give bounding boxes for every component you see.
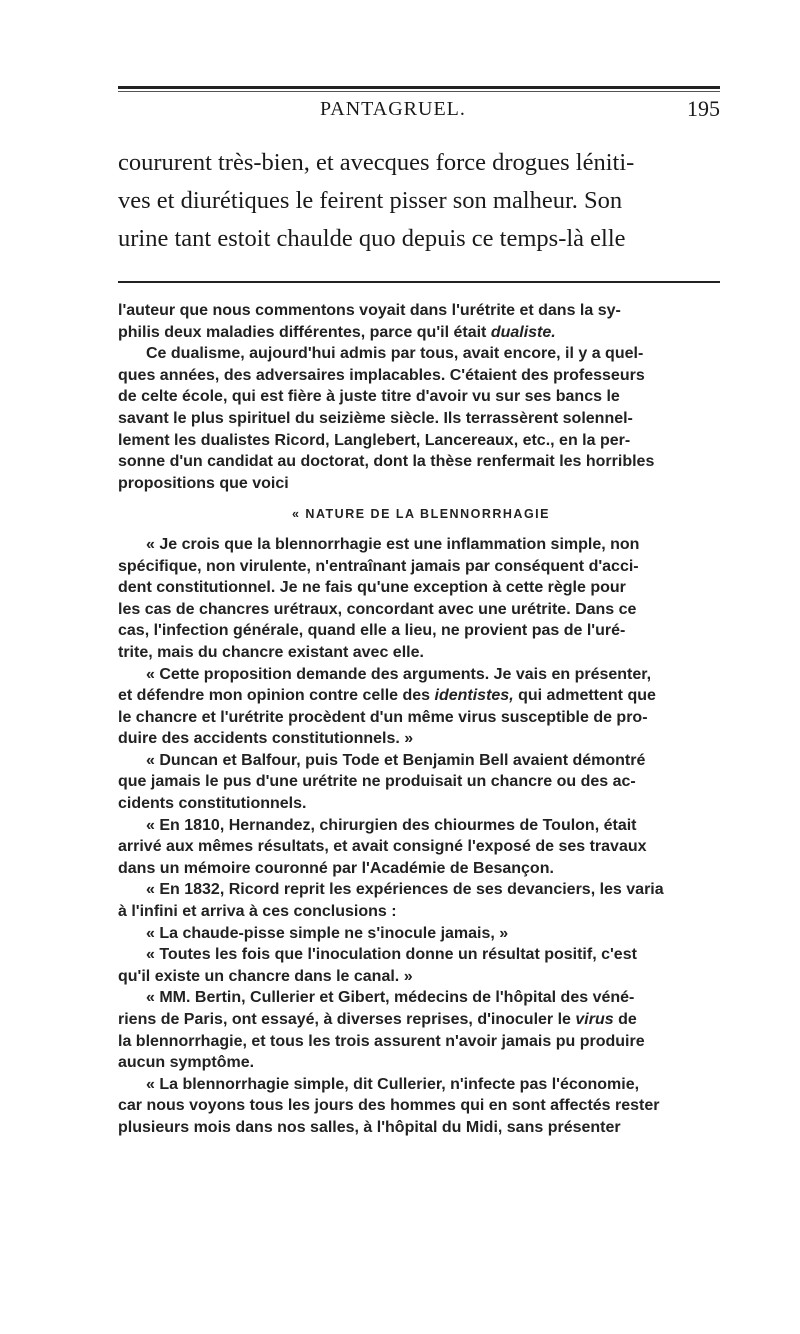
- note-line: « Duncan et Balfour, puis Tode et Benjamin Bell avaient démontré: [146, 751, 646, 769]
- note-line: [118, 322, 724, 344]
- note-line: [118, 1009, 724, 1031]
- note-line: trite, mais du chancre existant avec elle.: [118, 643, 424, 661]
- note-line: l'auteur que nous commentons voyait dans l'urétrite et dans la sy-: [118, 302, 621, 319]
- note-line: lement les dualistes Ricord, Langlebert, Lancereaux, etc., en la per-: [118, 431, 631, 449]
- note-text: philis deux maladies différentes, parce qu'il était: [118, 323, 487, 341]
- note-line: car nous voyons tous les jours des hommes qui en sont affectés rester: [118, 1097, 660, 1115]
- note-line: spécifique, non virulente, n'entraînant jamais par conséquent d'acci-: [118, 557, 639, 575]
- note-line: « Je crois que la blennorrhagie est une inflammation simple, non: [146, 535, 640, 553]
- text-line: ves et diurétiques le feirent pisser son malheur. Son: [118, 187, 623, 214]
- note-line: plusieurs mois dans nos salles, à l'hôpital du Midi, sans présenter: [118, 1118, 621, 1136]
- main-text: [118, 144, 720, 258]
- note-text: et défendre mon opinion contre celle des: [118, 687, 431, 705]
- running-title: PANTAGRUEL.: [320, 98, 466, 120]
- note-line: « Toutes les fois que l'inoculation donne un résultat positif, c'est: [146, 946, 637, 964]
- note-line: « MM. Bertin, Cullerier et Gibert, médecins de l'hôpital des véné-: [146, 989, 635, 1007]
- note-italic: dualiste.: [490, 323, 556, 341]
- note-text: riens de Paris, ont essayé, à diverses reprises, d'inoculer le: [118, 1011, 571, 1028]
- note-line: dent constitutionnel. Je ne fais qu'une exception à cette règle pour: [118, 579, 626, 597]
- note-line: [118, 685, 724, 707]
- header-rule-thick: [118, 86, 720, 89]
- note-line: cas, l'infection générale, quand elle a lieu, ne provient pas de l'uré-: [118, 622, 626, 640]
- text-line: urine tant estoit chaulde quo depuis ce temps-là elle: [118, 225, 626, 252]
- note-line: les cas de chancres urétraux, concordant avec une urétrite. Dans ce: [118, 600, 637, 618]
- note-line: « La blennorrhagie simple, dit Cullerier, n'infecte pas l'économie,: [146, 1075, 640, 1093]
- note-line: que jamais le pus d'une urétrite ne produisait un chancre ou des ac-: [118, 773, 636, 791]
- note-text: qui admettent que: [518, 687, 656, 705]
- note-line: ques années, des adversaires implacables. C'étaient des professeurs: [118, 366, 645, 384]
- note-line: propositions que voici: [118, 474, 289, 492]
- note-line: « En 1810, Hernandez, chirurgien des chiourmes de Toulon, était: [146, 816, 637, 834]
- note-line: arrivé aux mêmes résultats, et avait consigné l'exposé de ses travaux: [118, 838, 647, 856]
- page-number: 195: [687, 96, 720, 121]
- note-text: de: [618, 1011, 637, 1028]
- note-line: cidents constitutionnels.: [118, 795, 307, 813]
- note-line: le chancre et l'urétrite procèdent d'un même virus susceptible de pro-: [118, 708, 648, 726]
- running-header: [118, 98, 720, 126]
- note-line: dans un mémoire couronné par l'Académie de Besançon.: [118, 859, 554, 877]
- note-line: « Cette proposition demande des arguments. Je vais en présenter,: [146, 665, 652, 683]
- note-line: sonne d'un candidat au doctorat, dont la thèse renfermait les horribles: [118, 453, 655, 471]
- note-line: la blennorrhagie, et tous les trois assurent n'avoir jamais pu produire: [118, 1032, 645, 1050]
- note-line: « La chaude-pisse simple ne s'inocule jamais, »: [146, 924, 509, 942]
- note-italic: identistes,: [434, 687, 514, 705]
- note-line: savant le plus spirituel du seizième siècle. Ils terrassèrent solennel-: [118, 409, 633, 427]
- note-line: qu'il existe un chancre dans le canal. »: [118, 967, 413, 985]
- note-heading: « NATURE DE LA BLENNORRHAGIE: [292, 507, 550, 522]
- note-line: aucun symptôme.: [118, 1054, 255, 1072]
- note-line: « En 1832, Ricord reprit les expériences de ses devanciers, les varia: [146, 881, 664, 899]
- note-line: à l'infini et arriva à ces conclusions :: [118, 903, 397, 921]
- note-line: duire des accidents constitutionnels. »: [118, 730, 414, 748]
- note-line: Ce dualisme, aujourd'hui admis par tous, avait encore, il y a quel-: [146, 345, 644, 363]
- note-italic: virus: [575, 1011, 614, 1028]
- note-line: de celte école, qui est fière à juste titre d'avoir vu sur ses bancs le: [118, 388, 620, 406]
- notes-divider: [118, 281, 720, 283]
- text-line: coururent très-bien, et avecques force drogues léniti-: [118, 149, 635, 176]
- header-rule-thin: [118, 91, 720, 92]
- footnotes: [118, 300, 724, 1139]
